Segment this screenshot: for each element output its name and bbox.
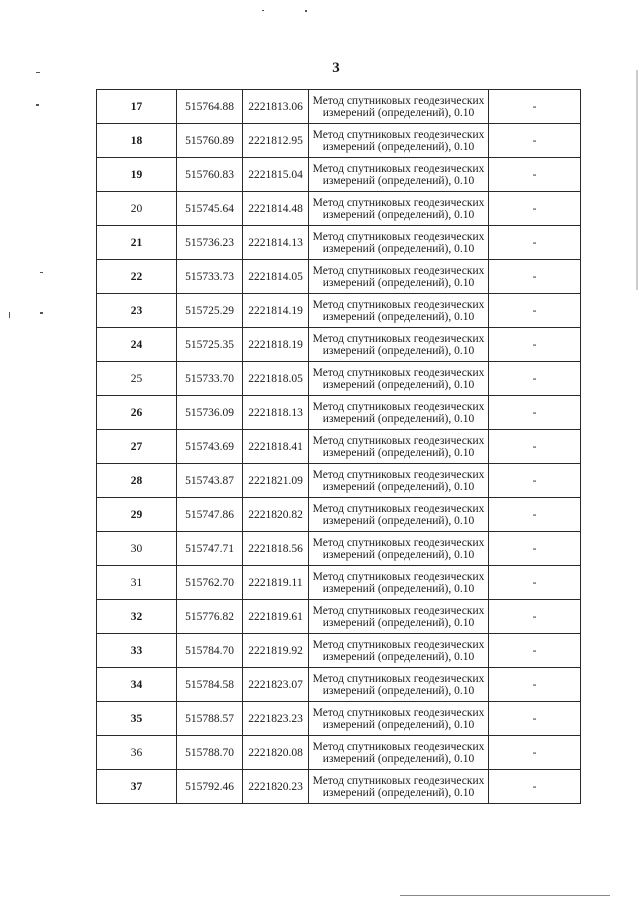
method-line-1: Метод спутниковых геодезических: [312, 570, 485, 583]
table-row: [97, 430, 581, 464]
description-cell: -: [489, 192, 581, 226]
table-row: [97, 770, 581, 804]
method-line-2: измерений (определений), 0.10: [322, 140, 475, 153]
description-cell: -: [489, 430, 581, 464]
method-line-2: измерений (определений), 0.10: [322, 582, 475, 595]
coordinates-table: [96, 89, 581, 804]
table-row: [97, 328, 581, 362]
method-cell: [309, 464, 489, 498]
scan-speck: [262, 10, 264, 11]
method-cell: [309, 158, 489, 192]
description-cell: -: [489, 90, 581, 124]
coordinates-table-body: [97, 90, 581, 804]
table-row: [97, 124, 581, 158]
x-coordinate-cell: 515792.46: [177, 770, 243, 804]
x-coordinate-cell: 515725.35: [177, 328, 243, 362]
y-coordinate-cell: 2221820.08: [243, 736, 309, 770]
x-coordinate-cell: 515764.88: [177, 90, 243, 124]
description-cell: -: [489, 634, 581, 668]
method-line-2: измерений (определений), 0.10: [322, 378, 475, 391]
method-cell: [309, 532, 489, 566]
point-number-cell: 18: [97, 124, 177, 158]
table-row: [97, 362, 581, 396]
table-row: [97, 634, 581, 668]
method-line-1: Метод спутниковых геодезических: [312, 128, 485, 141]
point-number-cell: 34: [97, 668, 177, 702]
x-coordinate-cell: 515733.70: [177, 362, 243, 396]
method-line-2: измерений (определений), 0.10: [322, 344, 475, 357]
table-row: [97, 158, 581, 192]
method-line-1: Метод спутниковых геодезических: [312, 706, 485, 719]
description-cell: -: [489, 770, 581, 804]
table-row: [97, 260, 581, 294]
y-coordinate-cell: 2221814.19: [243, 294, 309, 328]
table-row: [97, 294, 581, 328]
method-line-2: измерений (определений), 0.10: [322, 310, 475, 323]
method-line-2: измерений (определений), 0.10: [322, 548, 475, 561]
description-cell: -: [489, 532, 581, 566]
method-cell: [309, 668, 489, 702]
method-line-2: измерений (определений), 0.10: [322, 446, 475, 459]
method-line-1: Метод спутниковых геодезических: [312, 468, 485, 481]
method-line-2: измерений (определений), 0.10: [322, 684, 475, 697]
description-cell: -: [489, 600, 581, 634]
point-number-cell: 23: [97, 294, 177, 328]
table-row: [97, 90, 581, 124]
method-line-1: Метод спутниковых геодезических: [312, 502, 485, 515]
y-coordinate-cell: 2221814.05: [243, 260, 309, 294]
x-coordinate-cell: 515776.82: [177, 600, 243, 634]
scan-speck: [36, 72, 40, 73]
method-line-1: Метод спутниковых геодезических: [312, 400, 485, 413]
method-line-2: измерений (определений), 0.10: [322, 718, 475, 731]
point-number-cell: 36: [97, 736, 177, 770]
table-row: [97, 600, 581, 634]
point-number-cell: 21: [97, 226, 177, 260]
method-cell: [309, 702, 489, 736]
x-coordinate-cell: 515743.69: [177, 430, 243, 464]
point-number-cell: 27: [97, 430, 177, 464]
x-coordinate-cell: 515733.73: [177, 260, 243, 294]
description-cell: -: [489, 260, 581, 294]
method-cell: [309, 600, 489, 634]
point-number-cell: 19: [97, 158, 177, 192]
description-cell: -: [489, 124, 581, 158]
method-line-2: измерений (определений), 0.10: [322, 752, 475, 765]
y-coordinate-cell: 2221813.06: [243, 90, 309, 124]
table-row: [97, 226, 581, 260]
x-coordinate-cell: 515745.64: [177, 192, 243, 226]
table-row: [97, 668, 581, 702]
description-cell: -: [489, 328, 581, 362]
method-line-2: измерений (определений), 0.10: [322, 616, 475, 629]
method-line-1: Метод спутниковых геодезических: [312, 264, 485, 277]
y-coordinate-cell: 2221819.92: [243, 634, 309, 668]
table-row: [97, 192, 581, 226]
method-cell: [309, 396, 489, 430]
point-number-cell: 32: [97, 600, 177, 634]
y-coordinate-cell: 2221818.13: [243, 396, 309, 430]
x-coordinate-cell: 515747.86: [177, 498, 243, 532]
method-cell: [309, 294, 489, 328]
method-cell: [309, 736, 489, 770]
scan-speck: [40, 312, 43, 314]
description-cell: -: [489, 464, 581, 498]
point-number-cell: 37: [97, 770, 177, 804]
method-line-2: измерений (определений), 0.10: [322, 106, 475, 119]
method-line-2: измерений (определений), 0.10: [322, 174, 475, 187]
method-line-1: Метод спутниковых геодезических: [312, 230, 485, 243]
x-coordinate-cell: 515788.70: [177, 736, 243, 770]
method-cell: [309, 192, 489, 226]
description-cell: -: [489, 396, 581, 430]
table-row: [97, 498, 581, 532]
x-coordinate-cell: 515725.29: [177, 294, 243, 328]
method-line-1: Метод спутниковых геодезических: [312, 332, 485, 345]
method-cell: [309, 634, 489, 668]
method-line-2: измерений (определений), 0.10: [322, 480, 475, 493]
table-row: [97, 532, 581, 566]
method-line-1: Метод спутниковых геодезических: [312, 604, 485, 617]
x-coordinate-cell: 515736.23: [177, 226, 243, 260]
method-line-2: измерений (определений), 0.10: [322, 514, 475, 527]
x-coordinate-cell: 515784.70: [177, 634, 243, 668]
point-number-cell: 31: [97, 566, 177, 600]
y-coordinate-cell: 2221819.11: [243, 566, 309, 600]
y-coordinate-cell: 2221819.61: [243, 600, 309, 634]
method-line-1: Метод спутниковых геодезических: [312, 162, 485, 175]
method-line-1: Метод спутниковых геодезических: [312, 366, 485, 379]
description-cell: -: [489, 294, 581, 328]
method-line-1: Метод спутниковых геодезических: [312, 536, 485, 549]
x-coordinate-cell: 515760.83: [177, 158, 243, 192]
description-cell: -: [489, 736, 581, 770]
method-line-1: Метод спутниковых геодезических: [312, 774, 485, 787]
x-coordinate-cell: 515743.87: [177, 464, 243, 498]
y-coordinate-cell: 2221812.95: [243, 124, 309, 158]
x-coordinate-cell: 515762.70: [177, 566, 243, 600]
method-cell: [309, 498, 489, 532]
scan-speck: [305, 10, 307, 12]
point-number-cell: 28: [97, 464, 177, 498]
x-coordinate-cell: 515788.57: [177, 702, 243, 736]
table-row: [97, 396, 581, 430]
method-line-1: Метод спутниковых геодезических: [312, 638, 485, 651]
method-line-2: измерений (определений), 0.10: [322, 786, 475, 799]
bottom-rule: [400, 895, 610, 896]
point-number-cell: 35: [97, 702, 177, 736]
scan-speck: [636, 70, 638, 290]
y-coordinate-cell: 2221821.09: [243, 464, 309, 498]
method-line-1: Метод спутниковых геодезических: [312, 94, 485, 107]
y-coordinate-cell: 2221814.48: [243, 192, 309, 226]
description-cell: -: [489, 226, 581, 260]
method-line-2: измерений (определений), 0.10: [322, 650, 475, 663]
point-number-cell: 26: [97, 396, 177, 430]
table-row: [97, 566, 581, 600]
description-cell: -: [489, 668, 581, 702]
y-coordinate-cell: 2221823.23: [243, 702, 309, 736]
y-coordinate-cell: 2221815.04: [243, 158, 309, 192]
table-row: [97, 702, 581, 736]
y-coordinate-cell: 2221818.56: [243, 532, 309, 566]
table-row: [97, 464, 581, 498]
method-cell: [309, 260, 489, 294]
method-line-2: измерений (определений), 0.10: [322, 242, 475, 255]
y-coordinate-cell: 2221820.82: [243, 498, 309, 532]
x-coordinate-cell: 515736.09: [177, 396, 243, 430]
y-coordinate-cell: 2221814.13: [243, 226, 309, 260]
y-coordinate-cell: 2221818.41: [243, 430, 309, 464]
point-number-cell: 22: [97, 260, 177, 294]
description-cell: -: [489, 158, 581, 192]
x-coordinate-cell: 515760.89: [177, 124, 243, 158]
y-coordinate-cell: 2221818.19: [243, 328, 309, 362]
description-cell: -: [489, 566, 581, 600]
method-line-2: измерений (определений), 0.10: [322, 412, 475, 425]
method-cell: [309, 90, 489, 124]
method-cell: [309, 770, 489, 804]
point-number-cell: 24: [97, 328, 177, 362]
method-line-1: Метод спутниковых геодезических: [312, 672, 485, 685]
point-number-cell: 25: [97, 362, 177, 396]
y-coordinate-cell: 2221820.23: [243, 770, 309, 804]
method-cell: [309, 566, 489, 600]
description-cell: -: [489, 702, 581, 736]
point-number-cell: 33: [97, 634, 177, 668]
description-cell: -: [489, 362, 581, 396]
point-number-cell: 17: [97, 90, 177, 124]
table-row: [97, 736, 581, 770]
method-line-1: Метод спутниковых геодезических: [312, 298, 485, 311]
point-number-cell: 30: [97, 532, 177, 566]
method-cell: [309, 328, 489, 362]
y-coordinate-cell: 2221818.05: [243, 362, 309, 396]
method-line-2: измерений (определений), 0.10: [322, 208, 475, 221]
method-cell: [309, 226, 489, 260]
method-cell: [309, 124, 489, 158]
description-cell: -: [489, 498, 581, 532]
page-number: 3: [332, 60, 340, 76]
x-coordinate-cell: 515747.71: [177, 532, 243, 566]
method-line-1: Метод спутниковых геодезических: [312, 196, 485, 209]
x-coordinate-cell: 515784.58: [177, 668, 243, 702]
scan-speck: [9, 312, 10, 318]
method-line-2: измерений (определений), 0.10: [322, 276, 475, 289]
y-coordinate-cell: 2221823.07: [243, 668, 309, 702]
method-line-1: Метод спутниковых геодезических: [312, 434, 485, 447]
scan-speck: [36, 104, 39, 106]
method-cell: [309, 362, 489, 396]
method-cell: [309, 430, 489, 464]
point-number-cell: 29: [97, 498, 177, 532]
point-number-cell: 20: [97, 192, 177, 226]
method-line-1: Метод спутниковых геодезических: [312, 740, 485, 753]
scan-speck: [40, 272, 43, 273]
